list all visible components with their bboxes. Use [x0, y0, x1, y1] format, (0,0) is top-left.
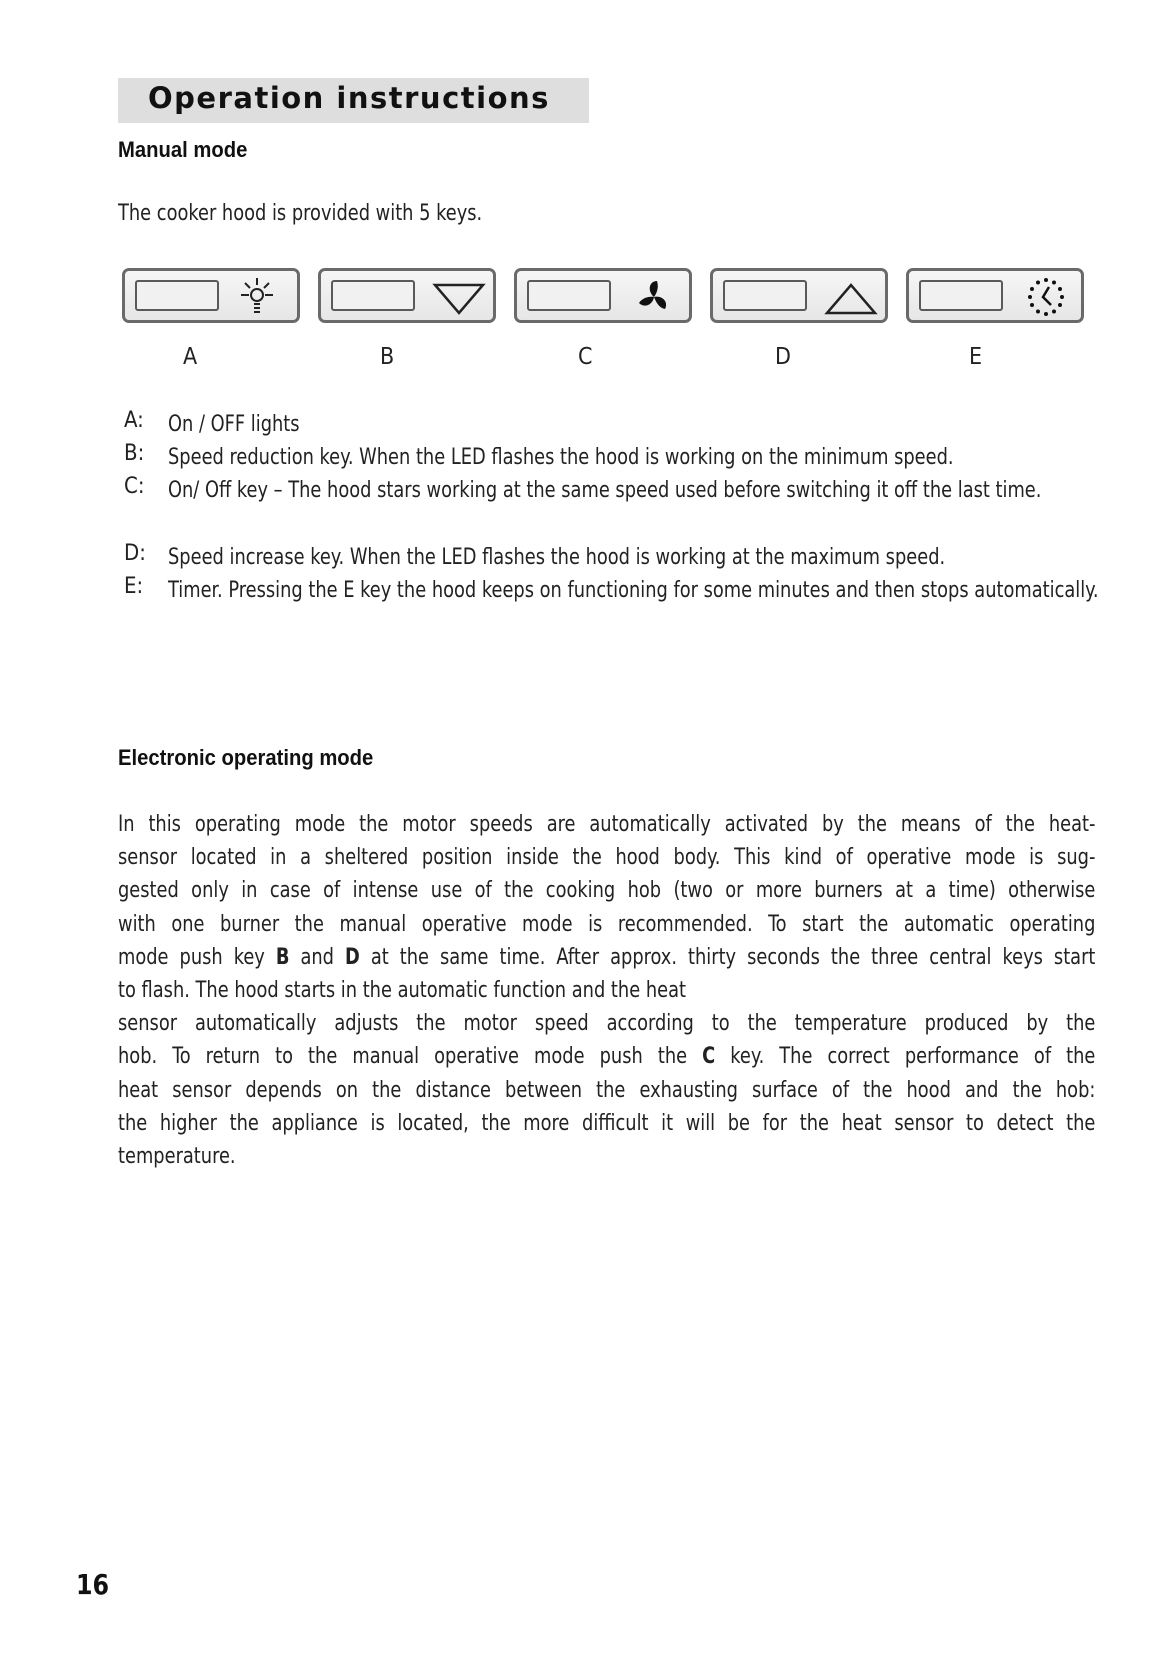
legend-text: Speed reduction key. When the LED flashes the hood is working on the minimum speed.: [168, 445, 954, 470]
triangle-down-icon: [429, 275, 487, 319]
key-c-on-off[interactable]: [514, 268, 692, 323]
body-line: the higher the appliance is located, the more difficult it will be for the heat sensor to detect the: [118, 1110, 1096, 1136]
key-label-d: D: [775, 344, 791, 370]
body-line: temperature.: [118, 1144, 236, 1170]
key-d-speed-up[interactable]: [710, 268, 888, 323]
legend-text: On/ Off key – The hood stars working at the same speed used before switching it off the last time.: [168, 478, 1042, 503]
key-ref-b: B: [275, 944, 290, 970]
legend-text: Speed increase key. When the LED flashes the hood is working at the maximum speed.: [168, 545, 946, 570]
body-line: In this operating mode the motor speeds are automatically activated by the means of the heat-: [118, 812, 1096, 837]
triangle-up-icon: [821, 275, 879, 319]
key-label-e: E: [969, 344, 983, 370]
key-display: [135, 280, 219, 311]
body-line: sensor automatically adjusts the motor speed according to the temperature produced by the: [118, 1011, 1096, 1037]
legend-letter: C:: [124, 474, 145, 499]
legend-letter: D:: [124, 541, 146, 566]
section-title-band: [118, 78, 589, 123]
body-line: hob. To return to the manual operative mode push the C key. The correct performance of the: [118, 1044, 1096, 1070]
body-line: mode push key B and D at the same time. After approx. thirty seconds the three central keys start: [118, 944, 1096, 970]
control-panel: [122, 268, 1092, 328]
key-b-speed-down[interactable]: [318, 268, 496, 323]
electronic-mode-body: [118, 808, 1095, 1173]
manual-mode-intro: The cooker hood is provided with 5 keys.: [118, 201, 483, 226]
key-display: [527, 280, 611, 311]
key-label-a: A: [183, 344, 198, 370]
body-line: sensor located in a sheltered position inside the hood body. This kind of operative mode is sug-: [118, 845, 1096, 871]
key-ref-d: D: [345, 944, 360, 970]
body-line: to flash. The hood starts in the automatic function and the heat: [118, 978, 686, 1004]
legend-letter: E:: [124, 574, 144, 599]
timer-clock-icon: [1017, 275, 1075, 319]
legend-letter: A:: [124, 408, 144, 433]
body-line: with one burner the manual operative mode is recommended. To start the automatic operating: [118, 911, 1096, 937]
fan-icon: [625, 275, 683, 319]
key-label-b: B: [380, 344, 395, 370]
body-line: gested only in case of intense use of the cooking hob (two or more burners at a time) otherwise: [118, 878, 1096, 904]
page-number: 16: [76, 1568, 110, 1601]
key-display: [723, 280, 807, 311]
light-bulb-icon: [233, 275, 291, 319]
key-a-lights[interactable]: [122, 268, 300, 323]
body-line: heat sensor depends on the distance between the exhausting surface of the hood and the hob:: [118, 1077, 1096, 1103]
legend-text: Timer. Pressing the E key the hood keeps on functioning for some minutes and then stops automatically.: [168, 578, 1099, 603]
section-title: Operation instructions: [148, 81, 550, 115]
legend-letter: B:: [124, 441, 145, 466]
key-e-timer[interactable]: [906, 268, 1084, 323]
key-ref-c: C: [702, 1044, 716, 1070]
electronic-mode-heading: Electronic operating mode: [118, 745, 374, 770]
key-display: [919, 280, 1003, 311]
legend-text: On / OFF lights: [168, 412, 300, 437]
key-display: [331, 280, 415, 311]
manual-mode-heading: Manual mode: [118, 137, 248, 162]
key-label-c: C: [578, 344, 593, 370]
